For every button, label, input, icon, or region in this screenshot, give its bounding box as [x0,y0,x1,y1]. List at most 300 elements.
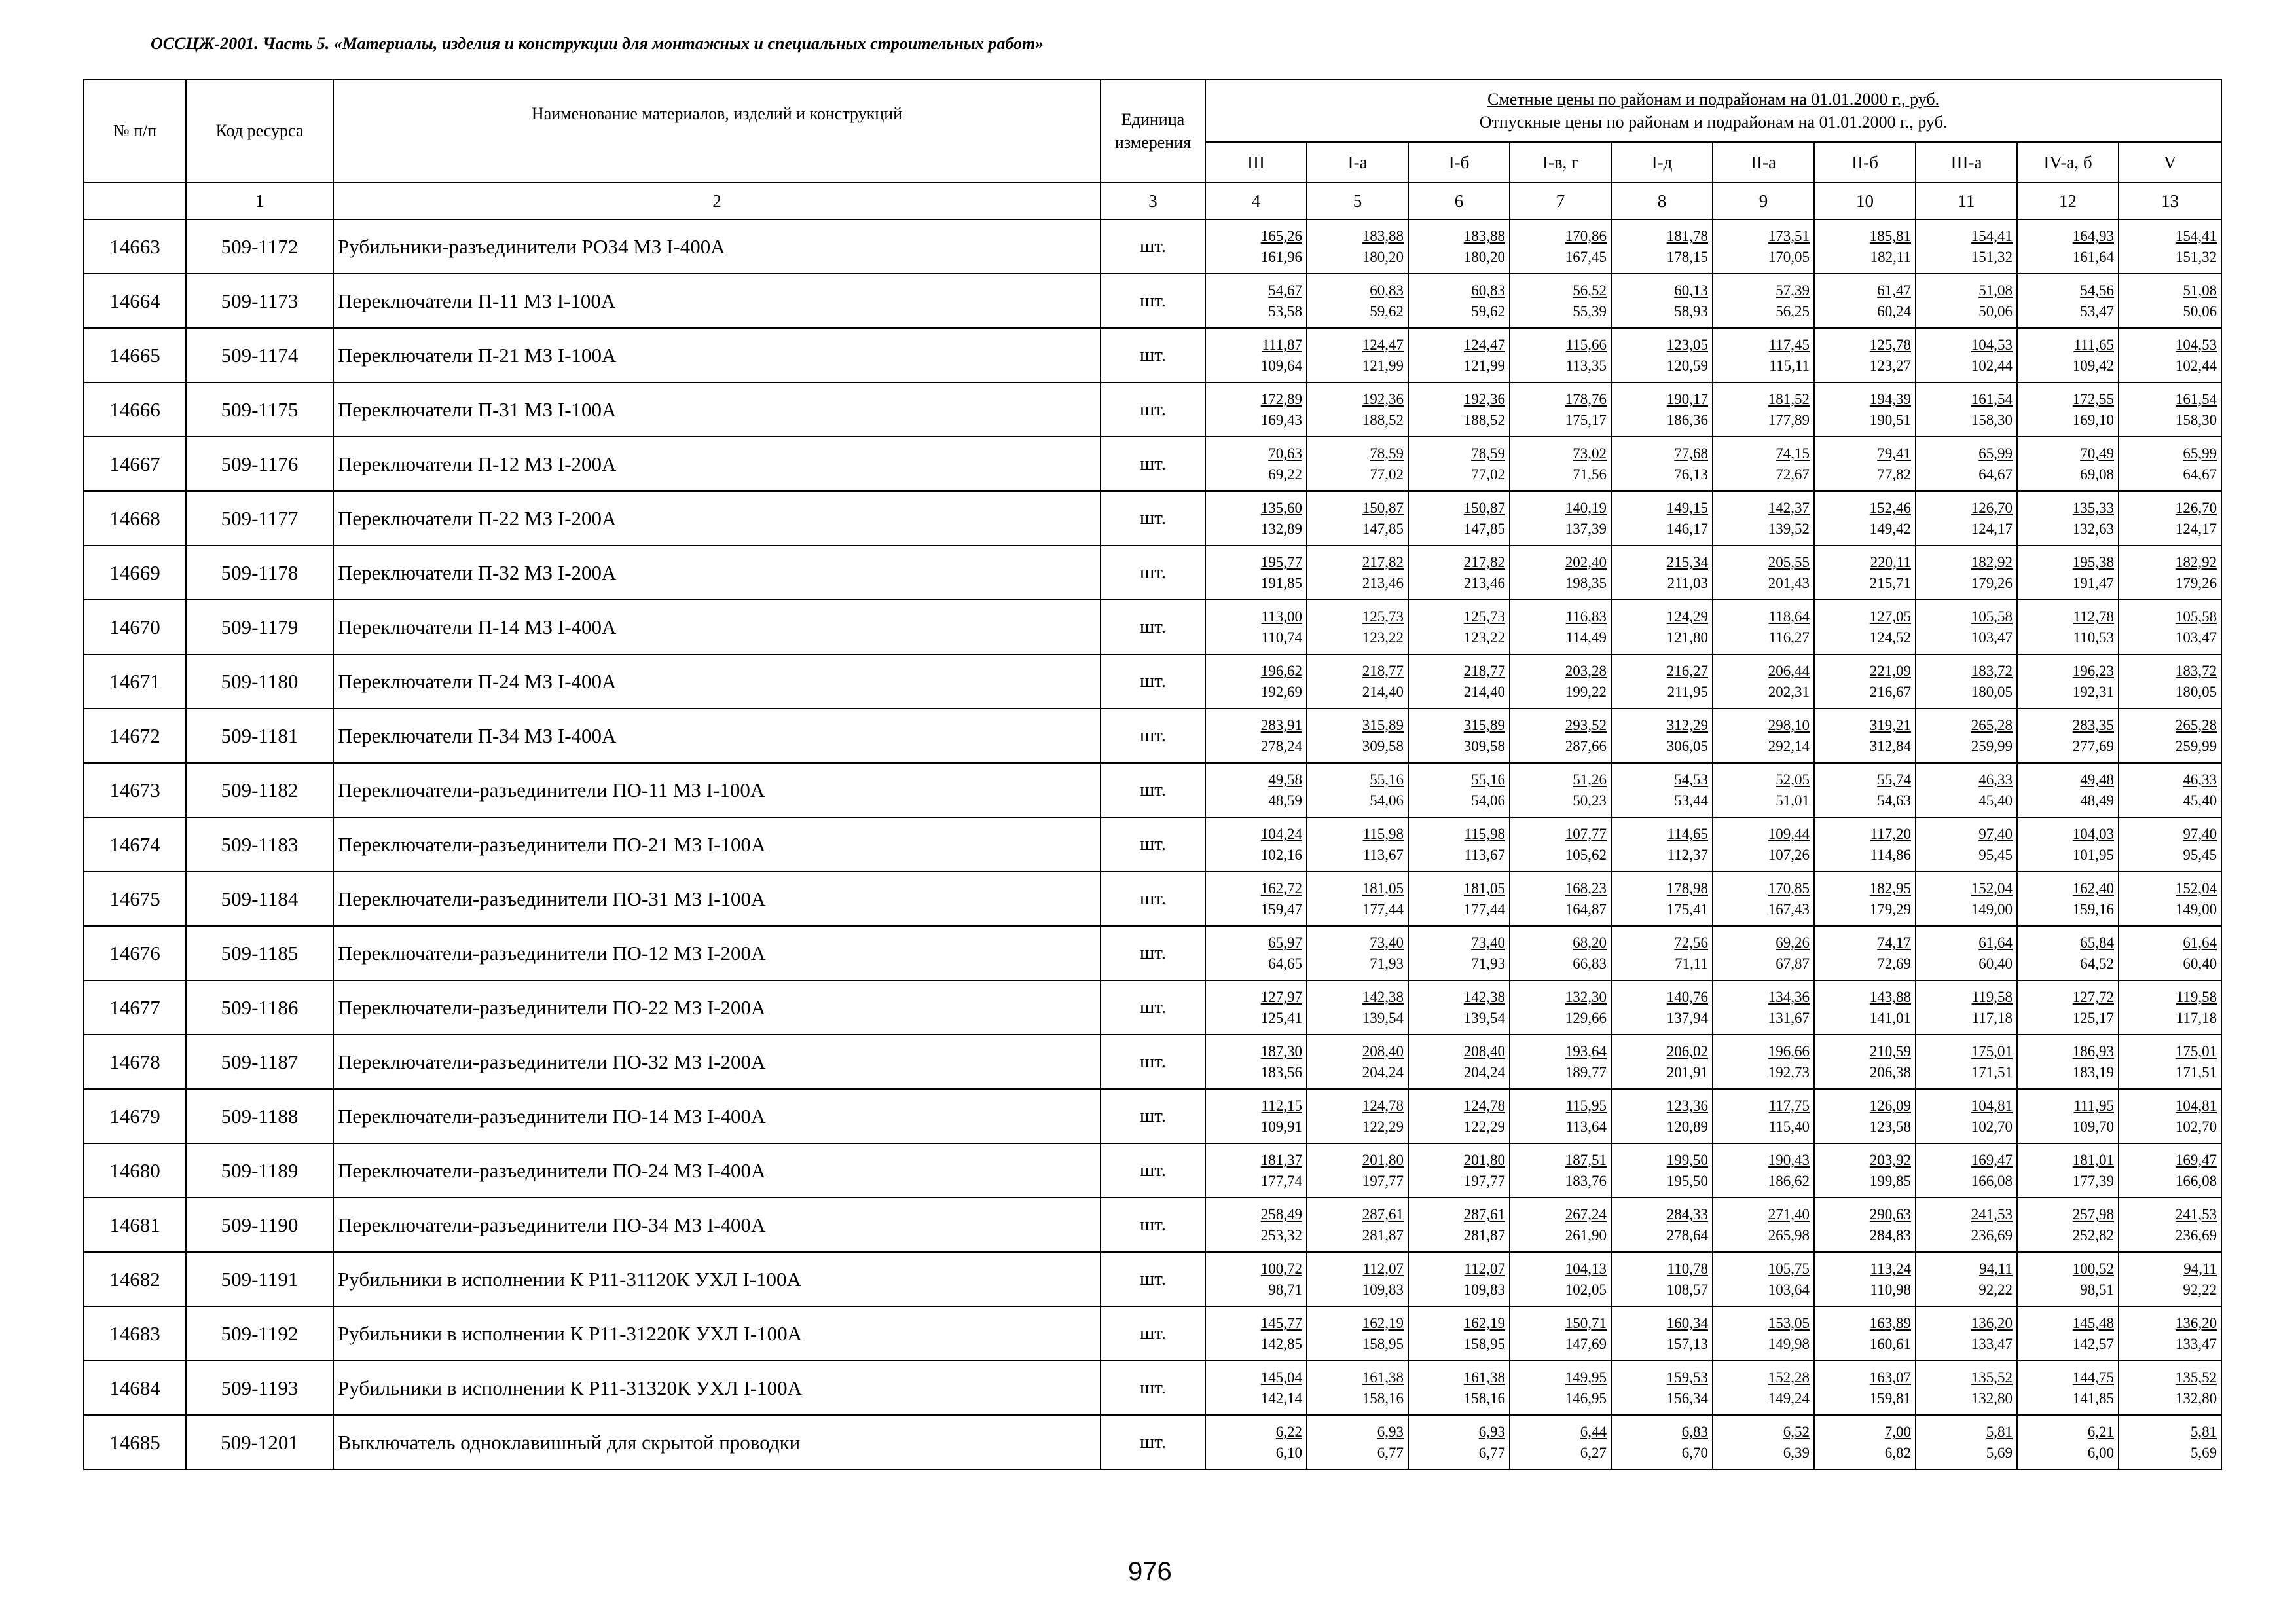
release-price: 6,39 [1783,1445,1810,1461]
release-price: 125,17 [2072,1010,2114,1026]
region-header: III-а [1916,142,2017,183]
unit: шт. [1101,926,1205,980]
price-cell [2017,491,2119,545]
release-price: 166,08 [1971,1173,2013,1189]
price-cell [1510,1415,1611,1469]
release-price: 292,14 [1768,738,1810,754]
price-cell [1611,382,1713,437]
estimate-price: 135,60 [1260,500,1302,516]
estimate-price: 153,05 [1768,1315,1810,1331]
estimate-price: 55,74 [1877,771,1911,788]
price-cell [1205,1198,1307,1252]
estimate-price: 181,01 [2072,1152,2114,1168]
release-price: 149,24 [1768,1390,1810,1407]
resource-code: 509-1178 [186,545,333,600]
estimate-price: 126,70 [2175,500,2217,516]
price-cell [2119,926,2221,980]
table-row [84,1143,2221,1198]
unit: шт. [1101,382,1205,437]
release-price: 114,86 [1870,847,1911,863]
release-price: 306,05 [1666,738,1708,754]
region-header: II-б [1814,142,1916,183]
price-cell [2017,1415,2119,1469]
estimate-price: 161,38 [1362,1369,1404,1386]
row-number: 14664 [84,274,186,328]
price-cell [2119,1306,2221,1361]
estimate-price: 190,43 [1768,1152,1810,1168]
release-price: 188,52 [1463,412,1505,428]
release-price: 64,52 [2080,955,2114,972]
release-price: 105,62 [1565,847,1607,863]
release-price: 137,94 [1666,1010,1708,1026]
row-number: 14680 [84,1143,186,1198]
release-price: 109,83 [1463,1282,1505,1298]
price-cell [1510,1089,1611,1143]
price-cell [1307,219,1408,274]
release-price: 180,05 [1971,684,2013,700]
release-price: 192,73 [1768,1064,1810,1080]
price-cell [1408,1143,1510,1198]
table-row [84,600,2221,654]
price-cell [1814,926,1916,980]
region-header: V [2119,142,2221,183]
price-cell [1307,1306,1408,1361]
release-price: 186,62 [1768,1173,1810,1189]
price-cell [2017,1306,2119,1361]
release-price: 186,36 [1666,412,1708,428]
resource-code: 509-1193 [186,1361,333,1415]
unit: шт. [1101,1306,1205,1361]
resource-code: 509-1180 [186,654,333,709]
release-price: 50,23 [1573,792,1607,809]
release-price: 48,49 [2080,792,2114,809]
price-cell [1205,1415,1307,1469]
unit: шт. [1101,1089,1205,1143]
release-price: 133,47 [1971,1336,2013,1352]
release-price: 103,47 [1971,629,2013,646]
resource-code: 509-1173 [186,274,333,328]
release-price: 236,69 [2175,1227,2217,1244]
price-cell [2119,1198,2221,1252]
estimate-price: 265,28 [2175,717,2217,733]
estimate-price: 165,26 [1260,228,1302,244]
price-cell [1611,1252,1713,1306]
unit: шт. [1101,274,1205,328]
estimate-price: 192,36 [1463,391,1505,407]
item-name: Переключатели-разъединители ПО-11 МЗ I-100А [333,763,1101,817]
price-cell [1307,926,1408,980]
table-row [84,328,2221,382]
row-number: 14679 [84,1089,186,1143]
estimate-price: 135,52 [1971,1369,2013,1386]
estimate-price: 55,16 [1471,771,1505,788]
price-cell [1916,817,2017,872]
resource-code: 509-1201 [186,1415,333,1469]
release-price: 151,32 [1971,249,2013,265]
release-price: 177,39 [2072,1173,2114,1189]
estimate-price: 161,38 [1463,1369,1505,1386]
price-cell [2119,600,2221,654]
estimate-price: 134,36 [1768,989,1810,1005]
resource-code: 509-1187 [186,1035,333,1089]
release-price: 253,32 [1260,1227,1302,1244]
release-price: 197,77 [1463,1173,1505,1189]
price-cell [1611,1198,1713,1252]
resource-code: 509-1181 [186,709,333,763]
table-row [84,763,2221,817]
table-row [84,817,2221,872]
row-number: 14665 [84,328,186,382]
estimate-price: 182,95 [1869,880,1911,896]
release-price: 71,93 [1370,955,1404,972]
price-cell [2017,1143,2119,1198]
price-cell [2119,328,2221,382]
estimate-price: 169,47 [1971,1152,2013,1168]
release-price: 95,45 [2183,847,2217,863]
estimate-price: 112,15 [1261,1098,1302,1114]
region-title-release: Отпускные цены по районам и подрайонам на 01.01.2000 г., руб. [1479,113,1948,132]
estimate-price: 162,40 [2072,880,2114,896]
price-cell [1408,654,1510,709]
price-cell [1307,980,1408,1035]
price-cell [1814,763,1916,817]
estimate-price: 97,40 [1978,826,2013,842]
release-price: 192,69 [1260,684,1302,700]
price-cell [1408,382,1510,437]
release-price: 132,63 [2072,521,2114,537]
price-cell [1916,709,2017,763]
release-price: 69,08 [2080,466,2114,483]
release-price: 103,47 [2175,629,2217,646]
estimate-price: 6,52 [1783,1424,1810,1440]
price-cell [1307,1089,1408,1143]
estimate-price: 168,23 [1565,880,1607,896]
release-price: 141,01 [1869,1010,1911,1026]
estimate-price: 104,53 [1971,337,2013,353]
price-cell [1916,1089,2017,1143]
price-cell [1307,1035,1408,1089]
price-cell [1510,437,1611,491]
price-cell [2017,926,2119,980]
estimate-price: 142,38 [1463,989,1505,1005]
price-cell [2017,545,2119,600]
release-price: 5,69 [2190,1445,2217,1461]
price-cell [1510,219,1611,274]
estimate-price: 127,05 [1869,608,1911,625]
price-cell [1408,1089,1510,1143]
estimate-price: 51,08 [2183,282,2217,299]
estimate-price: 315,89 [1463,717,1505,733]
estimate-price: 49,48 [2080,771,2114,788]
release-price: 177,89 [1768,412,1810,428]
table-row [84,491,2221,545]
price-cell [1307,328,1408,382]
table-row [84,654,2221,709]
price-cell [1307,1415,1408,1469]
price-cell [1916,491,2017,545]
release-price: 179,26 [1971,575,2013,591]
estimate-price: 170,86 [1565,228,1607,244]
price-cell [1713,437,1814,491]
estimate-price: 126,70 [1971,500,2013,516]
release-price: 139,54 [1463,1010,1505,1026]
estimate-price: 150,87 [1463,500,1505,516]
col-header-code: Код ресурса [186,79,333,183]
release-price: 103,64 [1768,1282,1810,1298]
release-price: 6,77 [1377,1445,1404,1461]
price-cell [1408,817,1510,872]
price-cell [1307,1252,1408,1306]
estimate-price: 51,26 [1573,771,1607,788]
release-price: 149,00 [1971,901,2013,917]
release-price: 175,17 [1565,412,1607,428]
item-name: Переключатели П-24 МЗ I-400А [333,654,1101,709]
estimate-price: 104,03 [2072,826,2114,842]
release-price: 199,22 [1565,684,1607,700]
estimate-price: 160,34 [1666,1315,1708,1331]
price-cell [1916,1361,2017,1415]
release-price: 183,19 [2072,1064,2114,1080]
price-cell [1713,709,1814,763]
price-cell [1510,1035,1611,1089]
release-price: 121,80 [1666,629,1708,646]
release-price: 77,82 [1877,466,1911,483]
release-price: 120,59 [1666,358,1708,374]
estimate-price: 46,33 [1978,771,2013,788]
estimate-price: 312,29 [1666,717,1708,733]
release-price: 189,77 [1565,1064,1607,1080]
price-cell [1713,980,1814,1035]
estimate-price: 172,89 [1260,391,1302,407]
price-cell [1408,274,1510,328]
resource-code: 509-1182 [186,763,333,817]
release-price: 190,51 [1869,412,1911,428]
release-price: 109,83 [1362,1282,1404,1298]
price-cell [1814,1361,1916,1415]
resource-code: 509-1174 [186,328,333,382]
price-cell [1814,1306,1916,1361]
item-name: Переключатели-разъединители ПО-32 МЗ I-200А [333,1035,1101,1089]
region-header: III [1205,142,1307,183]
release-price: 45,40 [2183,792,2217,809]
estimate-price: 216,27 [1666,663,1708,679]
estimate-price: 187,30 [1260,1043,1302,1060]
estimate-price: 6,44 [1580,1424,1607,1440]
estimate-price: 265,28 [1971,717,2013,733]
release-price: 171,51 [1971,1064,2013,1080]
release-price: 177,44 [1463,901,1505,917]
price-cell [1307,654,1408,709]
row-number: 14675 [84,872,186,926]
estimate-price: 105,58 [2175,608,2217,625]
release-price: 167,43 [1768,901,1810,917]
price-cell [1408,709,1510,763]
table-row [84,1361,2221,1415]
release-price: 171,51 [2175,1064,2217,1080]
estimate-price: 110,78 [1667,1261,1708,1277]
row-number: 14678 [84,1035,186,1089]
price-cell [1307,1361,1408,1415]
price-cell [1510,545,1611,600]
region-group-header [1205,79,2221,142]
region-header: I-в, г [1510,142,1611,183]
release-price: 109,42 [2072,358,2114,374]
price-cell [1307,709,1408,763]
release-price: 164,87 [1565,901,1607,917]
price-cell [1814,709,1916,763]
release-price: 132,80 [1971,1390,2013,1407]
estimate-price: 118,64 [1768,608,1810,625]
estimate-price: 154,41 [2175,228,2217,244]
table-row [84,980,2221,1035]
column-number: 7 [1510,183,1611,219]
price-cell [1611,437,1713,491]
release-price: 56,25 [1776,303,1810,320]
estimate-price: 6,83 [1681,1424,1708,1440]
price-cell [1510,1198,1611,1252]
estimate-price: 210,59 [1869,1043,1911,1060]
estimate-price: 221,09 [1869,663,1911,679]
estimate-price: 152,46 [1869,500,1911,516]
price-cell [1408,1035,1510,1089]
release-price: 215,71 [1869,575,1911,591]
estimate-price: 258,49 [1260,1206,1302,1223]
estimate-price: 161,54 [1971,391,2013,407]
estimate-price: 104,81 [1971,1098,2013,1114]
estimate-price: 109,44 [1768,826,1810,842]
price-cell [2017,1035,2119,1089]
resource-code: 509-1175 [186,382,333,437]
price-cell [2017,763,2119,817]
table-row [84,545,2221,600]
estimate-price: 218,77 [1463,663,1505,679]
price-cell [2119,763,2221,817]
price-cell [2017,274,2119,328]
estimate-price: 54,67 [1268,282,1302,299]
estimate-price: 55,16 [1370,771,1404,788]
row-number: 14672 [84,709,186,763]
release-price: 102,44 [1971,358,2013,374]
estimate-price: 65,84 [2080,934,2114,951]
price-cell [1611,274,1713,328]
item-name: Рубильники в исполнении К Р11-31320К УХЛ I-100А [333,1361,1101,1415]
estimate-price: 123,05 [1666,337,1708,353]
table-row [84,872,2221,926]
release-price: 115,11 [1769,358,1810,374]
estimate-price: 149,15 [1666,500,1708,516]
estimate-price: 60,83 [1471,282,1505,299]
price-cell [2119,1035,2221,1089]
estimate-price: 193,64 [1565,1043,1607,1060]
estimate-price: 183,72 [2175,663,2217,679]
price-cell [1510,654,1611,709]
estimate-price: 150,87 [1362,500,1404,516]
release-price: 147,85 [1362,521,1404,537]
column-number: 1 [186,183,333,219]
price-cell [1611,872,1713,926]
price-cell [1611,654,1713,709]
release-price: 133,47 [2175,1336,2217,1352]
price-cell [1307,1198,1408,1252]
col-header-num: № п/п [84,79,186,183]
row-number: 14681 [84,1198,186,1252]
unit: шт. [1101,600,1205,654]
estimate-price: 104,13 [1565,1261,1607,1277]
release-price: 71,93 [1471,955,1505,972]
price-cell [1713,600,1814,654]
estimate-price: 144,75 [2072,1369,2114,1386]
price-cell [1713,274,1814,328]
price-cell [1307,545,1408,600]
release-price: 92,22 [2183,1282,2217,1298]
release-price: 101,95 [2072,847,2114,863]
release-price: 159,16 [2072,901,2114,917]
price-cell [1611,980,1713,1035]
price-cell [2017,1089,2119,1143]
price-cell [2119,817,2221,872]
estimate-price: 46,33 [2183,771,2217,788]
release-price: 77,02 [1471,466,1505,483]
item-name: Переключатели П-12 МЗ I-200А [333,437,1101,491]
estimate-price: 100,72 [1260,1261,1302,1277]
estimate-price: 194,39 [1869,391,1911,407]
price-cell [1814,1415,1916,1469]
estimate-price: 208,40 [1463,1043,1505,1060]
estimate-price: 51,08 [1978,282,2013,299]
estimate-price: 203,28 [1565,663,1607,679]
item-name: Выключатель одноклавишный для скрытой проводки [333,1415,1101,1469]
price-cell [1205,872,1307,926]
unit: шт. [1101,1035,1205,1089]
price-cell [1510,872,1611,926]
estimate-price: 104,81 [2175,1098,2217,1114]
price-cell [1408,1415,1510,1469]
price-cell [1713,1415,1814,1469]
release-price: 6,82 [1884,1445,1911,1461]
release-price: 312,84 [1869,738,1911,754]
release-price: 53,58 [1268,303,1302,320]
price-cell [1713,1035,1814,1089]
price-cell [1510,328,1611,382]
column-number: 10 [1814,183,1916,219]
release-price: 201,43 [1768,575,1810,591]
price-cell [1205,274,1307,328]
estimate-price: 126,09 [1869,1098,1911,1114]
table-row [84,1306,2221,1361]
table-row [84,926,2221,980]
release-price: 169,10 [2072,412,2114,428]
release-price: 278,24 [1260,738,1302,754]
price-cell [1814,382,1916,437]
estimate-price: 186,93 [2072,1043,2114,1060]
item-name: Рубильники в исполнении К Р11-31220К УХЛ I-100А [333,1306,1101,1361]
release-price: 102,44 [2175,358,2217,374]
release-price: 5,69 [1986,1445,2013,1461]
estimate-price: 154,41 [1971,228,2013,244]
release-price: 204,24 [1362,1064,1404,1080]
release-price: 214,40 [1362,684,1404,700]
estimate-price: 105,75 [1768,1261,1810,1277]
release-price: 182,11 [1870,249,1911,265]
price-cell [1611,709,1713,763]
release-price: 117,18 [1971,1010,2013,1026]
estimate-price: 100,52 [2072,1261,2114,1277]
price-cell [1814,1035,1916,1089]
column-number: 12 [2017,183,2119,219]
price-cell [1307,437,1408,491]
estimate-price: 196,62 [1260,663,1302,679]
price-cell [2119,491,2221,545]
